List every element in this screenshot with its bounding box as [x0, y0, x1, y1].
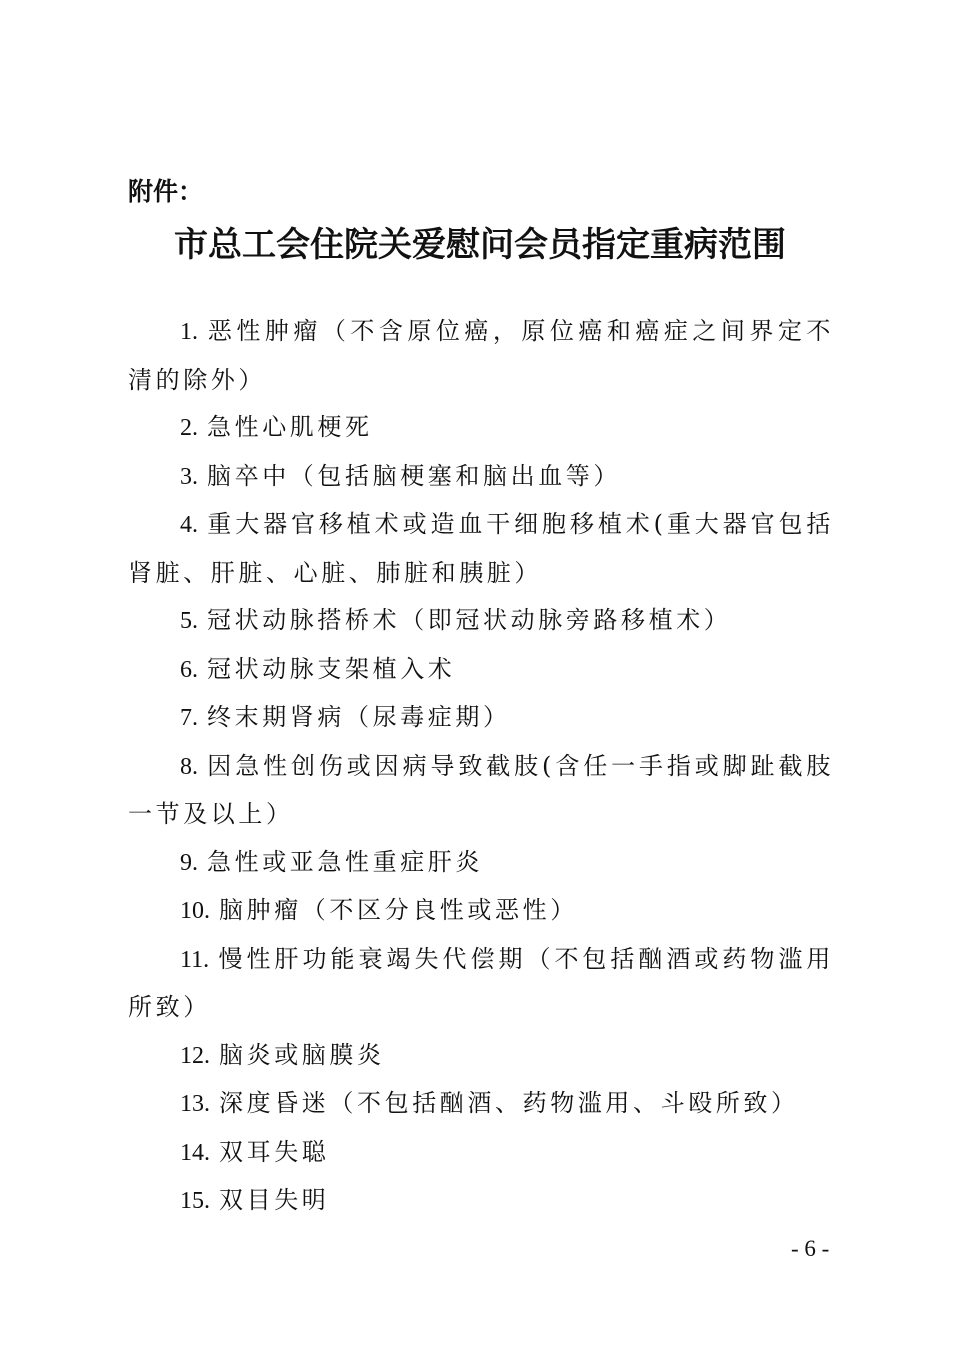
item-text: 脑肿瘤（不区分良性或恶性） [219, 896, 578, 924]
item-number: 1. [180, 319, 198, 345]
item-text: 脑卒中（包括脑梗塞和脑出血等） [207, 461, 621, 490]
item-text: 终末期肾病（尿毒症期） [207, 703, 511, 731]
item-number: 11. [180, 946, 210, 973]
item-text: 急性心肌梗死 [207, 413, 373, 441]
list-item [128, 597, 834, 646]
list-item [128, 501, 834, 597]
item-number: 15. [180, 1188, 210, 1214]
item-text: 双目失明 [219, 1186, 330, 1214]
item-number: 12. [180, 1042, 210, 1069]
item-number: 2. [180, 415, 198, 441]
list-item [128, 308, 834, 404]
item-number: 8. [180, 753, 198, 780]
item-number: 7. [180, 705, 198, 731]
item-text: 冠状动脉支架植入术 [207, 654, 456, 683]
item-number: 5. [180, 608, 198, 634]
list-item [128, 839, 834, 888]
item-text: 深度昏迷（不包括酗酒、药物滥用、斗殴所致） [219, 1089, 799, 1117]
item-number: 4. [180, 512, 198, 538]
item-text: 恶性肿瘤（不含原位癌，原位癌和癌症之间界定不清的除外） [128, 317, 834, 394]
item-text: 双耳失聪 [219, 1137, 330, 1166]
list-item [128, 936, 834, 1032]
item-number: 9. [180, 849, 198, 876]
list-item [128, 743, 834, 839]
item-text: 急性或亚急性重症肝炎 [207, 847, 483, 876]
list-item [128, 1080, 834, 1129]
list-item [128, 1032, 834, 1081]
item-text: 冠状动脉搭桥术（即冠状动脉旁路移植术） [207, 606, 732, 634]
list-item [128, 404, 834, 453]
page-number: - 6 - [791, 1236, 830, 1261]
item-number: 14. [180, 1139, 210, 1166]
list-item [128, 1129, 834, 1178]
item-text: 因急性创伤或因病导致截肢(含任一手指或脚趾截肢一节及以上） [128, 751, 834, 828]
item-number: 10. [180, 898, 210, 924]
disease-list [128, 308, 834, 1226]
list-item [128, 694, 834, 743]
list-item [128, 646, 834, 695]
attachment-label: 附件： [128, 177, 204, 206]
item-text: 脑炎或脑膜炎 [219, 1040, 385, 1069]
item-text: 慢性肝功能衰竭失代偿期（不包括酗酒或药物滥用所致） [128, 944, 834, 1021]
item-text: 重大器官移植术或造血干细胞移植术(重大器官包括肾脏、肝脏、心脏、肺脏和胰脏） [128, 510, 834, 587]
item-number: 6. [180, 656, 198, 683]
list-item [128, 453, 834, 502]
item-number: 13. [180, 1091, 210, 1117]
item-number: 3. [180, 463, 198, 490]
list-item [128, 1177, 834, 1226]
list-item [128, 887, 834, 936]
document-title: 市总工会住院关爱慰问会员指定重病范围 [174, 225, 786, 265]
